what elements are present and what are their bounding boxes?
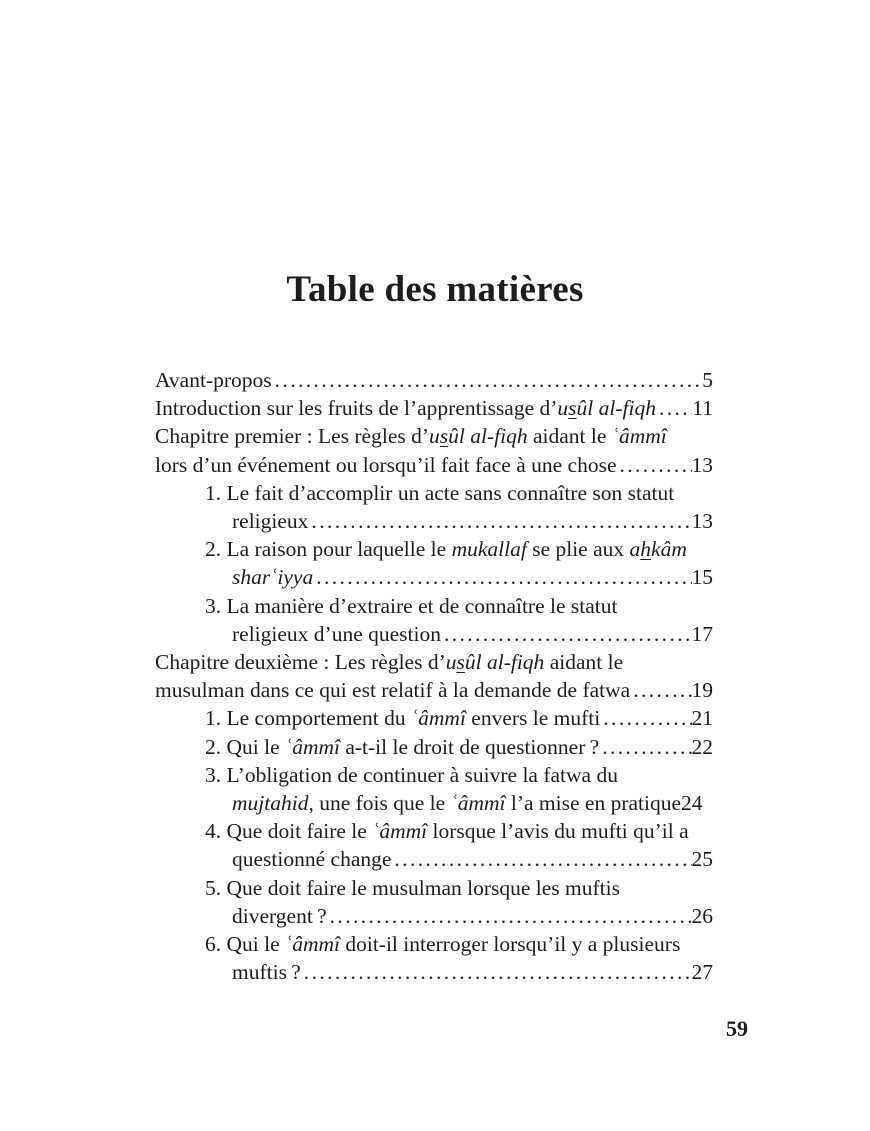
dot-leader [330,902,692,930]
toc-line [155,676,713,704]
dot-leader [602,733,691,761]
toc-page-number: 21 [691,706,713,731]
toc-line [155,817,713,845]
dot-leader [619,451,691,479]
toc-entry-text: religieux [232,509,309,534]
dot-leader [394,845,691,873]
toc-line [155,874,713,902]
toc-page-number: 27 [691,960,713,985]
toc-entry-text: 3. L’obligation de continuer à suivre la fatwa du [205,762,618,787]
toc-page-number: 25 [691,847,713,872]
toc-entry-text: 5. Que doit faire le musulman lorsque les muftis [205,875,620,900]
dot-leader [316,563,691,591]
toc-entry-text: Avant-propos [155,368,272,392]
toc-entry-text: 1. Le comportement du ʿâmmî envers le mufti [205,706,601,731]
toc-page-number: 5 [702,368,713,392]
toc-entry-text: sharʿiyya [232,565,314,590]
dot-leader [275,366,703,394]
toc-line [155,535,713,563]
toc-entry-text: muftis ? [232,960,301,985]
toc-page-number: 24 [681,791,703,816]
toc-entry-text: Chapitre deuxième : Les règles d’usûl al-fiqh aidant le [155,650,624,675]
toc-line [155,648,713,676]
toc-list [155,366,713,986]
dot-leader [633,676,691,704]
toc-line [155,789,713,817]
toc-entry-text: musulman dans ce qui est relatif à la demande de fatwa [155,678,631,703]
dot-leader [444,620,692,648]
toc-line [155,422,713,450]
toc-line [155,507,713,535]
toc-entry-text: 2. La raison pour laquelle le mukallaf se plie aux ahkâm [205,537,687,562]
toc-line [155,704,713,732]
toc-page-number: 11 [692,396,713,421]
page-title: Table des matières [286,269,584,310]
toc-line [155,733,713,761]
toc-page-number: 22 [691,734,713,759]
toc-entry-text: mujtahid, une fois que le ʿâmmî l’a mise en pratique [232,791,682,816]
toc-entry-text: divergent ? [232,903,327,928]
dot-leader [659,394,692,422]
toc-page-number: 26 [691,903,713,928]
toc-page-number: 13 [691,509,713,534]
toc-line [155,366,713,394]
dot-leader [304,958,692,986]
dot-leader [311,507,691,535]
toc-line [155,958,713,986]
toc-line [155,479,713,507]
page-number: 59 [726,1016,748,1041]
toc-entry-text: 4. Que doit faire le ʿâmmî lorsque l’avis du mufti qu’il a [205,819,689,844]
toc-entry-text: questionné change [232,847,392,872]
toc-page-number: 13 [691,452,713,477]
toc-page-number: 15 [691,565,713,590]
toc-line [155,845,713,873]
toc-line [155,620,713,648]
toc-line [155,902,713,930]
toc-line [155,563,713,591]
toc-entry-text: Introduction sur les fruits de l’apprentissage d’usûl al-fiqh [155,396,656,421]
toc-entry-text: religieux d’une question [232,621,441,646]
toc-entry-text: Chapitre premier : Les règles d’usûl al-fiqh aidant le ʿâmmî [155,424,667,449]
toc-page-number: 19 [691,678,713,703]
toc-entry-text: lors d’un événement ou lorsqu’il fait face à une chose [155,452,617,477]
toc-entry-text: 6. Qui le ʿâmmî doit-il interroger lorsqu’il y a plusieurs [205,932,681,957]
toc-entry-text: 3. La manière d’extraire et de connaître le statut [205,593,618,618]
toc-line [155,930,713,958]
toc-entry-text: 1. Le fait d’accomplir un acte sans connaître son statut [205,480,675,505]
toc-line [155,451,713,479]
toc-line [155,394,713,422]
toc-page-number: 17 [691,621,713,646]
toc-line [155,761,713,789]
dot-leader [603,704,691,732]
toc-line [155,592,713,620]
toc-entry-text: 2. Qui le ʿâmmî a-t-il le droit de questionner ? [205,734,600,759]
